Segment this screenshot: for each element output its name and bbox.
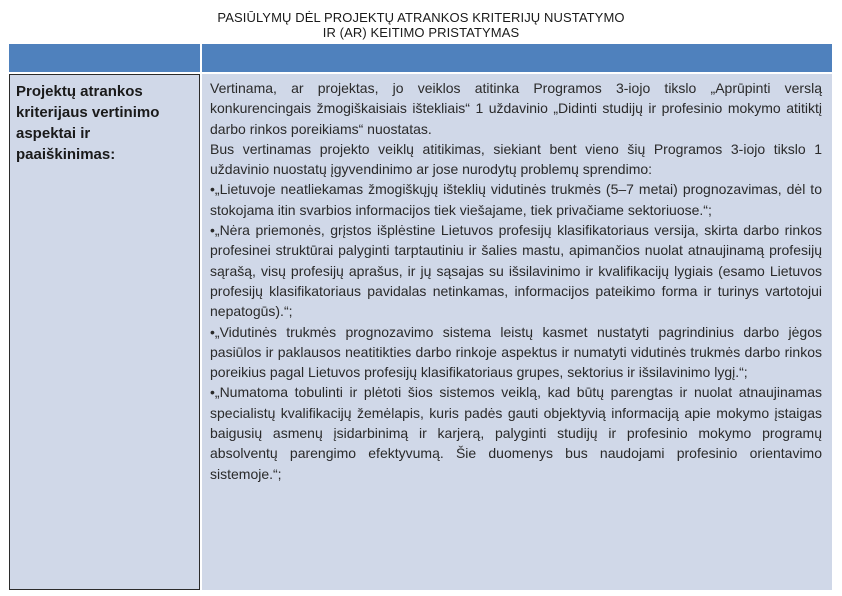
page-title [0,10,842,40]
description-bullet: •„Nėra priemonės, grįstos išplėstine Lietuvos profesijų klasifikatoriaus versija, skirta darbo rinkos profesinei struktūrai palyginti tarptautiniu ir šalies mastu, apimančios nuolat atnaujinamą profesijų sąrašą, visų profesijų aprašus, ir jų sąsajas su išsilavinimo ir kvalifikacijų lygiais (esamo Lietuvos profesijų klasifikatoriaus pavidalas netinkamas, informacijos pateikimo forma ir turinys vartotojui nepatogūs).“; [210,222,822,320]
criterion-label: Projektų atrankos kriterijaus vertinimo aspektai ir paaiškinimas: [16,83,160,163]
description-bullet: •„Vidutinės trukmės prognozavimo sistema leistų kasmet nustatyti pagrindinius darbo jėgos pasiūlos ir paklausos neatitikties darbo rinkoje aspektus ir numatyti vidutinės trukmės darbo rinkos poreikius pagal Lietuvos profesijų klasifikatoriaus grupes, sektorius ir išsilavinimo lygį.“; [210,323,822,381]
description-paragraph: Bus vertinamas projekto veiklų atitikimas, siekiant bent vieno šių Programos 3-iojo tikslo 1 uždavinio nuostatų įgyvendinimo ar jose nurodytų problemų sprendimo: [210,140,822,178]
criterion-label-cell [9,74,200,590]
page-title-line-1: PASIŪLYMŲ DĖL PROJEKTŲ ATRANKOS KRITERIJŲ NUSTATYMO [217,10,625,25]
page-title-line-2: IR (AR) KEITIMO PRISTATYMAS [322,25,520,40]
table-body-row [9,74,832,590]
table-header-cell-right [202,44,832,72]
criterion-description-cell [202,74,832,590]
description-bullet: •„Lietuvoje neatliekamas žmogiškųjų išteklių vidutinės trukmės (5–7 metai) prognozavimas, dėl to stokojama itin svarbios informacijos tiek viešajame, tiek privačiame sektoriuose.“; [210,181,822,218]
description-bullet: •„Numatoma tobulinti ir plėtoti šios sistemos veiklą, kad būtų parengtas ir nuolat atnaujinamas specialistų kvalifikacijų žemėlapis, kuris padės gauti objektyvią informaciją apie mokymo įstaigas baigusių asmenų įsidarbinimą ir karjerą, palyginti studijų ir profesinio mokymo programų absolventų parengimo efektyvumą. Šie duomenys bus naudojami profesinio orientavimo sistemoje.“; [210,384,822,482]
description-paragraph: Vertinama, ar projektas, jo veiklos atitinka Programos 3-iojo tikslo „Aprūpinti verslą konkurencingais žmogiškaisiais ištekliais“ 1 uždavinio „Didinti studijų ir profesinio mokymo atitiktį darbo rinkos poreikiams“ nuostatas. [210,80,822,137]
table-header-row [9,44,832,72]
table-header-cell-left [9,44,200,72]
